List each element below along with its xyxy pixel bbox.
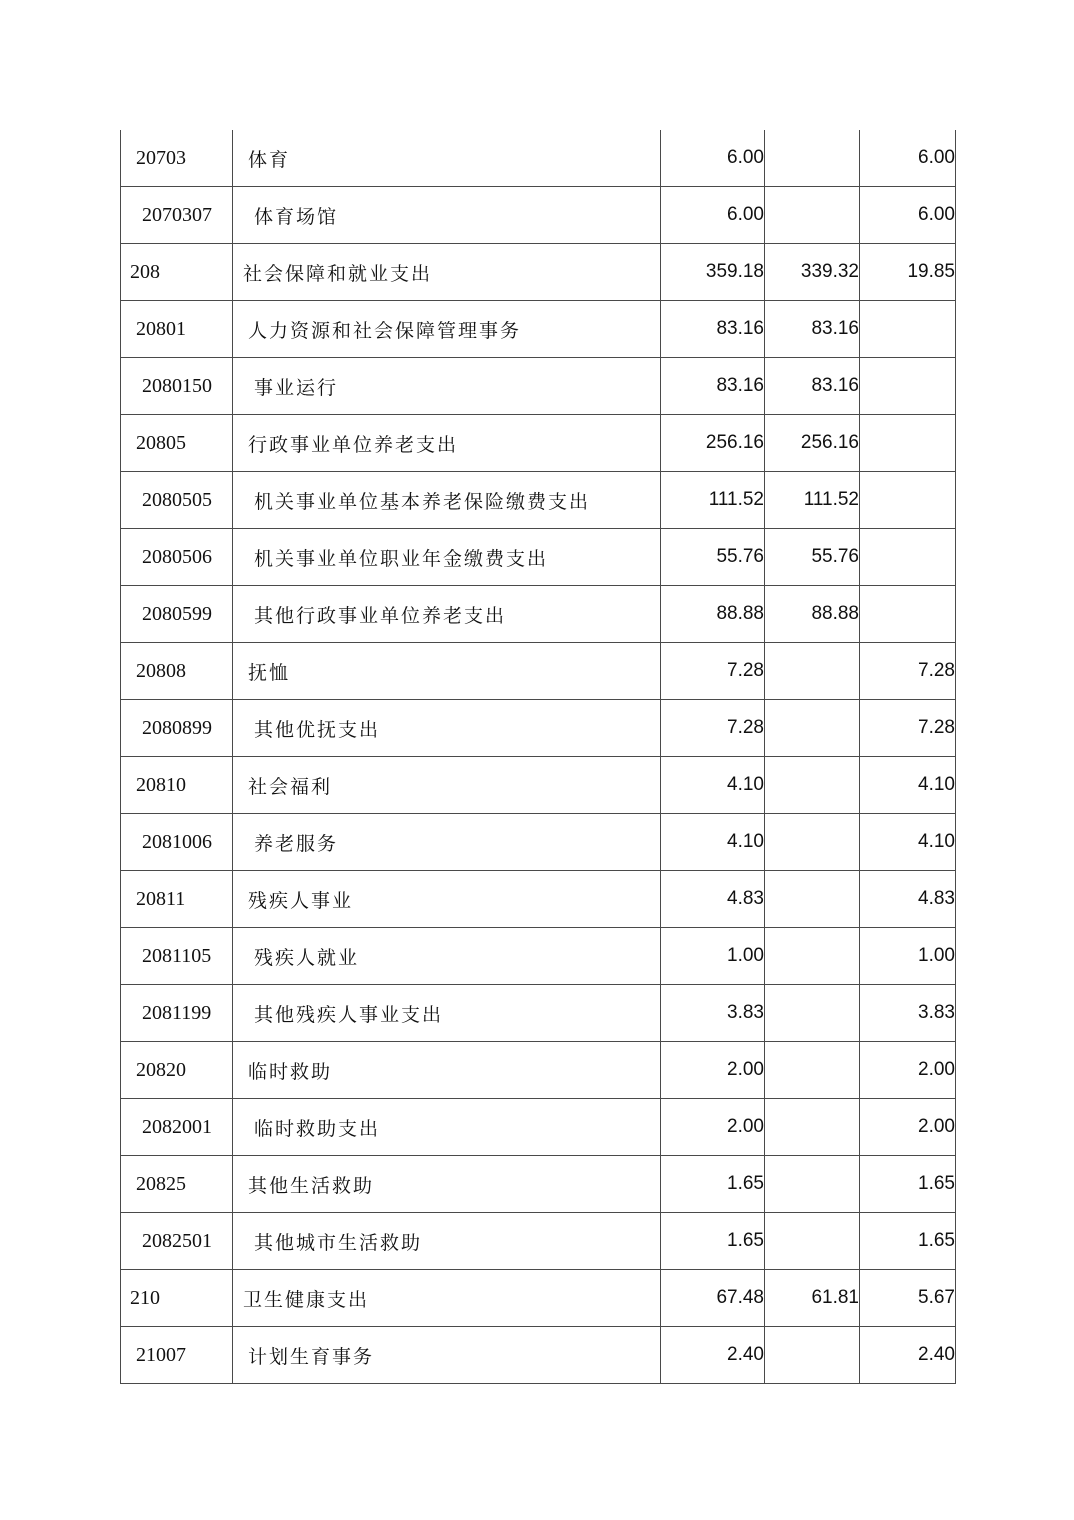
basic-expenditure-cell: 111.52 xyxy=(765,472,860,529)
basic-expenditure-cell: 83.16 xyxy=(765,358,860,415)
total-amount-cell: 2.00 xyxy=(661,1099,765,1156)
basic-expenditure-cell xyxy=(765,1327,860,1384)
project-expenditure-cell: 1.00 xyxy=(860,928,956,985)
account-code-cell: 2080150 xyxy=(121,358,233,415)
total-amount-cell: 4.83 xyxy=(661,871,765,928)
total-amount-cell: 359.18 xyxy=(661,244,765,301)
basic-expenditure-cell xyxy=(765,1213,860,1270)
table-row xyxy=(121,814,956,871)
table-row xyxy=(121,985,956,1042)
table-row xyxy=(121,1327,956,1384)
table-row xyxy=(121,586,956,643)
account-name-cell: 行政事业单位养老支出 xyxy=(233,415,661,472)
project-expenditure-cell xyxy=(860,415,956,472)
table-row xyxy=(121,1270,956,1327)
account-name-cell: 体育 xyxy=(233,130,661,187)
table-body xyxy=(121,130,956,1384)
table-row xyxy=(121,1042,956,1099)
project-expenditure-cell xyxy=(860,301,956,358)
table-row xyxy=(121,643,956,700)
table-row xyxy=(121,130,956,187)
account-code-cell: 20820 xyxy=(121,1042,233,1099)
project-expenditure-cell: 7.28 xyxy=(860,700,956,757)
project-expenditure-cell: 5.67 xyxy=(860,1270,956,1327)
total-amount-cell: 7.28 xyxy=(661,700,765,757)
project-expenditure-cell: 1.65 xyxy=(860,1156,956,1213)
project-expenditure-cell: 2.00 xyxy=(860,1099,956,1156)
account-name-cell: 计划生育事务 xyxy=(233,1327,661,1384)
account-name-cell: 体育场馆 xyxy=(233,187,661,244)
account-code-cell: 20808 xyxy=(121,643,233,700)
basic-expenditure-cell xyxy=(765,187,860,244)
account-code-cell: 2081006 xyxy=(121,814,233,871)
account-code-cell: 20801 xyxy=(121,301,233,358)
account-name-cell: 其他行政事业单位养老支出 xyxy=(233,586,661,643)
total-amount-cell: 83.16 xyxy=(661,301,765,358)
project-expenditure-cell xyxy=(860,358,956,415)
account-name-cell: 养老服务 xyxy=(233,814,661,871)
project-expenditure-cell: 4.83 xyxy=(860,871,956,928)
account-name-cell: 抚恤 xyxy=(233,643,661,700)
account-name-cell: 临时救助 xyxy=(233,1042,661,1099)
basic-expenditure-cell xyxy=(765,643,860,700)
account-code-cell: 2070307 xyxy=(121,187,233,244)
account-code-cell: 2082001 xyxy=(121,1099,233,1156)
total-amount-cell: 1.00 xyxy=(661,928,765,985)
account-code-cell: 2080599 xyxy=(121,586,233,643)
table-row xyxy=(121,1156,956,1213)
project-expenditure-cell xyxy=(860,586,956,643)
basic-expenditure-cell xyxy=(765,757,860,814)
table-row xyxy=(121,757,956,814)
account-name-cell: 残疾人就业 xyxy=(233,928,661,985)
project-expenditure-cell: 4.10 xyxy=(860,757,956,814)
account-code-cell: 2082501 xyxy=(121,1213,233,1270)
account-code-cell: 20825 xyxy=(121,1156,233,1213)
total-amount-cell: 2.40 xyxy=(661,1327,765,1384)
basic-expenditure-cell: 88.88 xyxy=(765,586,860,643)
basic-expenditure-cell xyxy=(765,1156,860,1213)
total-amount-cell: 1.65 xyxy=(661,1213,765,1270)
basic-expenditure-cell: 256.16 xyxy=(765,415,860,472)
account-name-cell: 事业运行 xyxy=(233,358,661,415)
total-amount-cell: 4.10 xyxy=(661,814,765,871)
total-amount-cell: 6.00 xyxy=(661,130,765,187)
project-expenditure-cell xyxy=(860,472,956,529)
basic-expenditure-cell xyxy=(765,985,860,1042)
account-name-cell: 临时救助支出 xyxy=(233,1099,661,1156)
account-code-cell: 20703 xyxy=(121,130,233,187)
basic-expenditure-cell xyxy=(765,1099,860,1156)
basic-expenditure-cell xyxy=(765,130,860,187)
total-amount-cell: 67.48 xyxy=(661,1270,765,1327)
basic-expenditure-cell: 83.16 xyxy=(765,301,860,358)
basic-expenditure-cell: 55.76 xyxy=(765,529,860,586)
basic-expenditure-cell xyxy=(765,928,860,985)
project-expenditure-cell: 6.00 xyxy=(860,130,956,187)
basic-expenditure-cell xyxy=(765,700,860,757)
basic-expenditure-cell xyxy=(765,871,860,928)
total-amount-cell: 83.16 xyxy=(661,358,765,415)
account-name-cell: 其他生活救助 xyxy=(233,1156,661,1213)
total-amount-cell: 7.28 xyxy=(661,643,765,700)
total-amount-cell: 256.16 xyxy=(661,415,765,472)
table-row xyxy=(121,700,956,757)
account-code-cell: 2080506 xyxy=(121,529,233,586)
account-name-cell: 残疾人事业 xyxy=(233,871,661,928)
account-code-cell: 208 xyxy=(121,244,233,301)
total-amount-cell: 1.65 xyxy=(661,1156,765,1213)
account-name-cell: 其他城市生活救助 xyxy=(233,1213,661,1270)
project-expenditure-cell: 3.83 xyxy=(860,985,956,1042)
account-name-cell: 机关事业单位基本养老保险缴费支出 xyxy=(233,472,661,529)
total-amount-cell: 55.76 xyxy=(661,529,765,586)
account-name-cell: 其他优抚支出 xyxy=(233,700,661,757)
table-row xyxy=(121,187,956,244)
account-name-cell: 卫生健康支出 xyxy=(233,1270,661,1327)
total-amount-cell: 2.00 xyxy=(661,1042,765,1099)
table-row xyxy=(121,871,956,928)
account-name-cell: 其他残疾人事业支出 xyxy=(233,985,661,1042)
table-row xyxy=(121,928,956,985)
budget-table-container xyxy=(120,130,956,1384)
account-code-cell: 20805 xyxy=(121,415,233,472)
total-amount-cell: 6.00 xyxy=(661,187,765,244)
account-name-cell: 人力资源和社会保障管理事务 xyxy=(233,301,661,358)
project-expenditure-cell: 1.65 xyxy=(860,1213,956,1270)
account-code-cell: 21007 xyxy=(121,1327,233,1384)
table-row xyxy=(121,1099,956,1156)
project-expenditure-cell: 2.00 xyxy=(860,1042,956,1099)
table-row xyxy=(121,472,956,529)
project-expenditure-cell: 19.85 xyxy=(860,244,956,301)
project-expenditure-cell: 7.28 xyxy=(860,643,956,700)
table-row xyxy=(121,529,956,586)
account-name-cell: 机关事业单位职业年金缴费支出 xyxy=(233,529,661,586)
basic-expenditure-cell xyxy=(765,814,860,871)
account-code-cell: 2081199 xyxy=(121,985,233,1042)
table-row xyxy=(121,244,956,301)
account-code-cell: 20811 xyxy=(121,871,233,928)
table-row xyxy=(121,415,956,472)
table-row xyxy=(121,1213,956,1270)
table-row xyxy=(121,301,956,358)
total-amount-cell: 88.88 xyxy=(661,586,765,643)
project-expenditure-cell: 4.10 xyxy=(860,814,956,871)
basic-expenditure-cell: 339.32 xyxy=(765,244,860,301)
total-amount-cell: 3.83 xyxy=(661,985,765,1042)
account-code-cell: 2080505 xyxy=(121,472,233,529)
account-name-cell: 社会福利 xyxy=(233,757,661,814)
expenditure-table xyxy=(120,130,956,1384)
table-row xyxy=(121,358,956,415)
project-expenditure-cell xyxy=(860,529,956,586)
project-expenditure-cell: 6.00 xyxy=(860,187,956,244)
total-amount-cell: 4.10 xyxy=(661,757,765,814)
account-name-cell: 社会保障和就业支出 xyxy=(233,244,661,301)
total-amount-cell: 111.52 xyxy=(661,472,765,529)
account-code-cell: 20810 xyxy=(121,757,233,814)
basic-expenditure-cell xyxy=(765,1042,860,1099)
project-expenditure-cell: 2.40 xyxy=(860,1327,956,1384)
account-code-cell: 210 xyxy=(121,1270,233,1327)
basic-expenditure-cell: 61.81 xyxy=(765,1270,860,1327)
account-code-cell: 2081105 xyxy=(121,928,233,985)
account-code-cell: 2080899 xyxy=(121,700,233,757)
